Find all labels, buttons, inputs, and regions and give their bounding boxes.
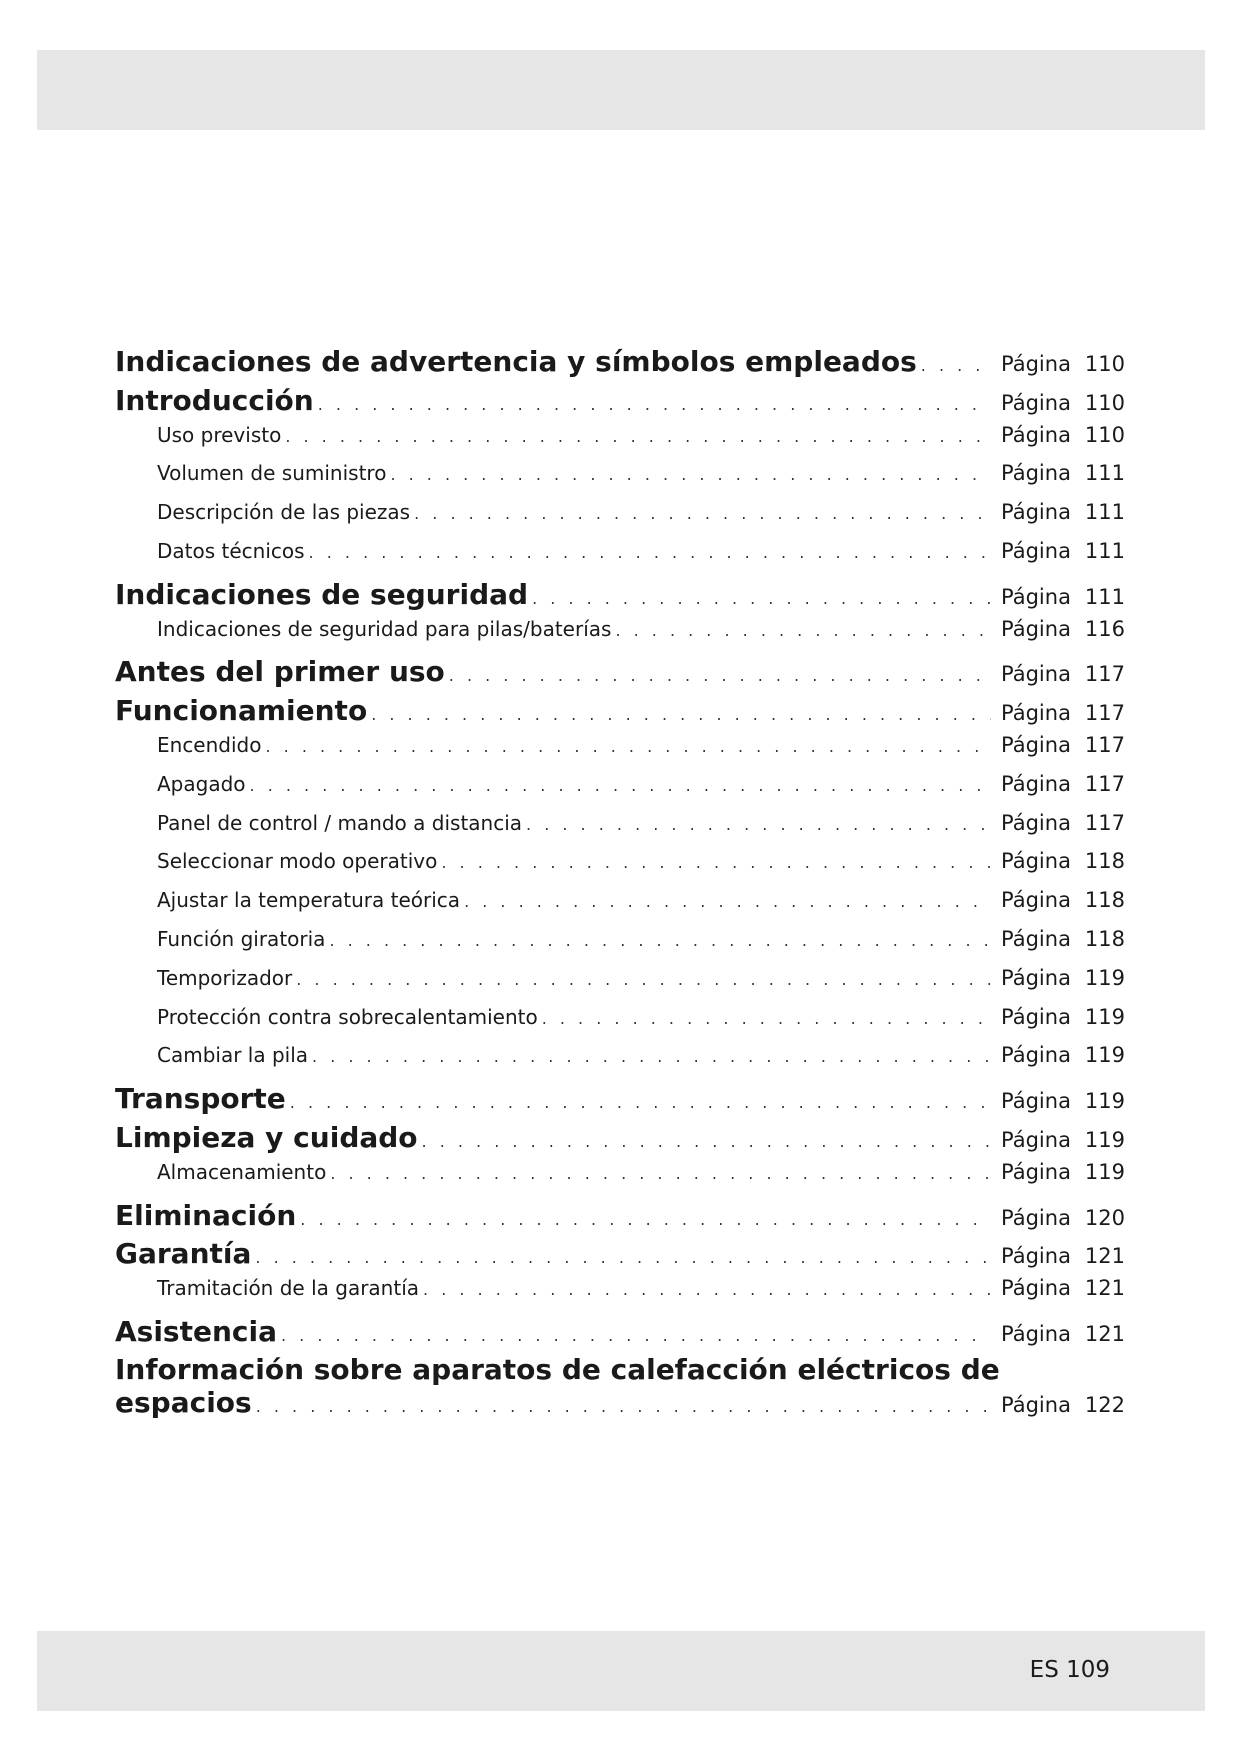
toc-entry-title: Uso previsto: [157, 422, 282, 447]
toc-entry-sub[interactable]: [115, 811, 1125, 850]
toc-leader-dots: [528, 589, 991, 608]
toc-page-number: 119: [1084, 1159, 1125, 1184]
toc-entry-main[interactable]: [115, 1237, 1125, 1276]
toc-page-number: 117: [1084, 732, 1125, 757]
toc-entry-main[interactable]: [115, 655, 1125, 694]
toc-page-label: Página: [1001, 1244, 1071, 1269]
toc-leader-dots: [367, 705, 991, 724]
toc-leader-dots: [917, 356, 991, 375]
toc-entry-title: Asistencia: [115, 1314, 277, 1348]
toc-page-label: Página: [1001, 810, 1071, 835]
toc-leader-dots: [314, 395, 991, 414]
toc-page-label: Página: [1001, 662, 1071, 687]
toc-entry-title: Apagado: [157, 771, 246, 796]
toc-page-label: Página: [1001, 965, 1071, 990]
toc-entry-main[interactable]: [115, 345, 1125, 384]
toc-leader-dots: [418, 1132, 991, 1151]
toc-page-label: Página: [1001, 500, 1071, 525]
toc-leader-dots: [281, 427, 991, 446]
toc-leader-dots: [419, 1280, 991, 1299]
toc-page-number: 110: [1084, 390, 1125, 415]
toc-page-label: Página: [1001, 849, 1071, 874]
toc-page-number: 117: [1084, 662, 1125, 687]
toc-entry-sub[interactable]: [115, 423, 1125, 462]
toc-page-label: Página: [1001, 1276, 1071, 1301]
toc-entry-sub[interactable]: [115, 1043, 1125, 1082]
toc-page-number: 119: [1084, 965, 1125, 990]
toc-page-label: Página: [1001, 616, 1071, 641]
toc-entry-main[interactable]: [115, 1082, 1125, 1121]
toc-entry-title: Indicaciones de advertencia y símbolos empleados: [115, 345, 917, 378]
toc-page-number: 119: [1084, 1043, 1125, 1068]
toc-page-number: 121: [1084, 1321, 1125, 1346]
toc-entry-title: Volumen de suministro: [157, 461, 387, 486]
toc-page-label: Página: [1001, 584, 1071, 609]
toc-entry-title-line2: espacios: [115, 1385, 252, 1419]
toc-entry-main[interactable]: [115, 1121, 1125, 1160]
toc-entry-main[interactable]: [115, 1199, 1125, 1238]
toc-leader-dots: [437, 853, 991, 872]
toc-page-number: 110: [1084, 422, 1125, 447]
toc-entry-title: Seleccionar modo operativo: [157, 849, 438, 874]
toc-entry-sub[interactable]: [115, 500, 1125, 539]
toc-page-label: Página: [1001, 1392, 1071, 1417]
toc-page-label: Página: [1001, 888, 1071, 913]
toc-entry-sub[interactable]: [115, 539, 1125, 578]
toc-entry-title: Ajustar la temperatura teórica: [157, 888, 461, 913]
toc-page-label: Página: [1001, 1043, 1071, 1068]
toc-page-number: 122: [1084, 1392, 1125, 1417]
toc-page-label: Página: [1001, 390, 1071, 415]
toc-leader-dots: [386, 465, 991, 484]
toc-entry-title: Datos técnicos: [157, 538, 305, 563]
toc-entry-main[interactable]: [115, 1315, 1125, 1354]
page-footer-number: ES 109: [1029, 1657, 1110, 1683]
toc-entry-main[interactable]: [115, 578, 1125, 617]
toc-page-label: Página: [1001, 1004, 1071, 1029]
toc-entry-title: Limpieza y cuidado: [115, 1120, 418, 1154]
toc-entry-title: Antes del primer uso: [115, 655, 445, 689]
toc-entry-title: Garantía: [115, 1237, 252, 1271]
toc-leader-dots: [286, 1093, 991, 1112]
toc-leader-dots: [538, 1009, 991, 1028]
toc-entry-title: Funcionamiento: [115, 694, 368, 728]
toc-leader-dots: [326, 1164, 991, 1183]
toc-entry-title: Almacenamiento: [157, 1159, 327, 1184]
toc-entry-title: Temporizador: [157, 965, 293, 990]
toc-entry-main[interactable]: [115, 384, 1125, 423]
toc-page-number: 119: [1084, 1004, 1125, 1029]
toc-leader-dots: [410, 504, 991, 523]
toc-entry-title: Introducción: [115, 383, 314, 417]
toc-leader-dots: [460, 892, 991, 911]
toc-entry-sub[interactable]: [115, 461, 1125, 500]
toc-entry-multiline[interactable]: [115, 1354, 1125, 1424]
footer-band: [37, 1631, 1205, 1711]
toc-page-number: 117: [1084, 810, 1125, 835]
toc-leader-dots: [325, 931, 991, 950]
toc-page-number: 111: [1084, 461, 1125, 486]
toc-page-number: 118: [1084, 926, 1125, 951]
toc-page-label: Página: [1001, 538, 1071, 563]
toc-entry-sub[interactable]: [115, 849, 1125, 888]
toc-page-number: 119: [1084, 1127, 1125, 1152]
toc-page-label: Página: [1001, 1127, 1071, 1152]
toc-entry-sub[interactable]: [115, 733, 1125, 772]
toc-leader-dots: [611, 621, 991, 640]
toc-entry-sub[interactable]: [115, 1276, 1125, 1315]
toc-entry-title: Función giratoria: [157, 926, 326, 951]
toc-page-label: Página: [1001, 1159, 1071, 1184]
toc-entry-sub[interactable]: [115, 966, 1125, 1005]
toc-entry-sub[interactable]: [115, 927, 1125, 966]
toc-entry-title-line1: Información sobre aparatos de calefacción eléctricos de: [115, 1353, 1000, 1386]
toc-page-label: Página: [1001, 1321, 1071, 1346]
toc-entry-sub[interactable]: [115, 1005, 1125, 1044]
toc-page-number: 111: [1084, 584, 1125, 609]
header-band: [37, 50, 1205, 130]
toc-entry-sub[interactable]: [115, 1160, 1125, 1199]
table-of-contents: [115, 345, 1125, 1424]
toc-entry-title: Panel de control / mando a distancia: [157, 810, 523, 835]
toc-page-number: 120: [1084, 1205, 1125, 1230]
toc-page-label: Página: [1001, 1205, 1071, 1230]
toc-leader-dots: [246, 776, 991, 795]
toc-entry-sub[interactable]: [115, 888, 1125, 927]
toc-leader-dots: [305, 543, 991, 562]
toc-entry-title: Indicaciones de seguridad: [115, 577, 529, 611]
toc-entry-sub[interactable]: [115, 772, 1125, 811]
toc-page-number: 111: [1084, 500, 1125, 525]
toc-page-number: 117: [1084, 771, 1125, 796]
toc-page-label: Página: [1001, 771, 1071, 796]
toc-leader-dots: [308, 1047, 991, 1066]
toc-leader-dots: [292, 970, 991, 989]
toc-page-number: 119: [1084, 1089, 1125, 1114]
toc-page-number: 121: [1084, 1244, 1125, 1269]
toc-entry-title: Eliminación: [115, 1198, 297, 1232]
toc-page-number: 118: [1084, 849, 1125, 874]
toc-leader-dots: [252, 1397, 991, 1416]
toc-entry-title: Tramitación de la garantía: [157, 1276, 420, 1301]
toc-leader-dots: [522, 815, 991, 834]
toc-leader-dots: [261, 737, 991, 756]
toc-page-number: 121: [1084, 1276, 1125, 1301]
toc-entry-title: Transporte: [115, 1082, 286, 1116]
toc-entry-title: Descripción de las piezas: [157, 500, 411, 525]
toc-page-label: Página: [1001, 732, 1071, 757]
toc-page-label: Página: [1001, 352, 1071, 376]
toc-page-number: 110: [1084, 352, 1125, 376]
toc-leader-dots: [296, 1210, 991, 1229]
toc-entry-title: Encendido: [157, 732, 262, 757]
toc-leader-dots: [277, 1326, 991, 1345]
toc-page-label: Página: [1001, 422, 1071, 447]
toc-page-label: Página: [1001, 926, 1071, 951]
toc-page-label: Página: [1001, 461, 1071, 486]
toc-leader-dots: [445, 666, 991, 685]
toc-entry-title: Indicaciones de seguridad para pilas/baterías: [157, 616, 612, 641]
toc-entry-title: Protección contra sobrecalentamiento: [157, 1004, 538, 1029]
toc-page-label: Página: [1001, 1089, 1071, 1114]
toc-page-label: Página: [1001, 701, 1071, 726]
toc-page-number: 111: [1084, 538, 1125, 563]
toc-entry-sub[interactable]: [115, 617, 1125, 656]
toc-entry-title: Cambiar la pila: [157, 1043, 309, 1068]
toc-page-number: 116: [1084, 616, 1125, 641]
toc-entry-main[interactable]: [115, 694, 1125, 733]
toc-page-number: 117: [1084, 701, 1125, 726]
toc-page-number: 118: [1084, 888, 1125, 913]
toc-leader-dots: [251, 1248, 991, 1267]
